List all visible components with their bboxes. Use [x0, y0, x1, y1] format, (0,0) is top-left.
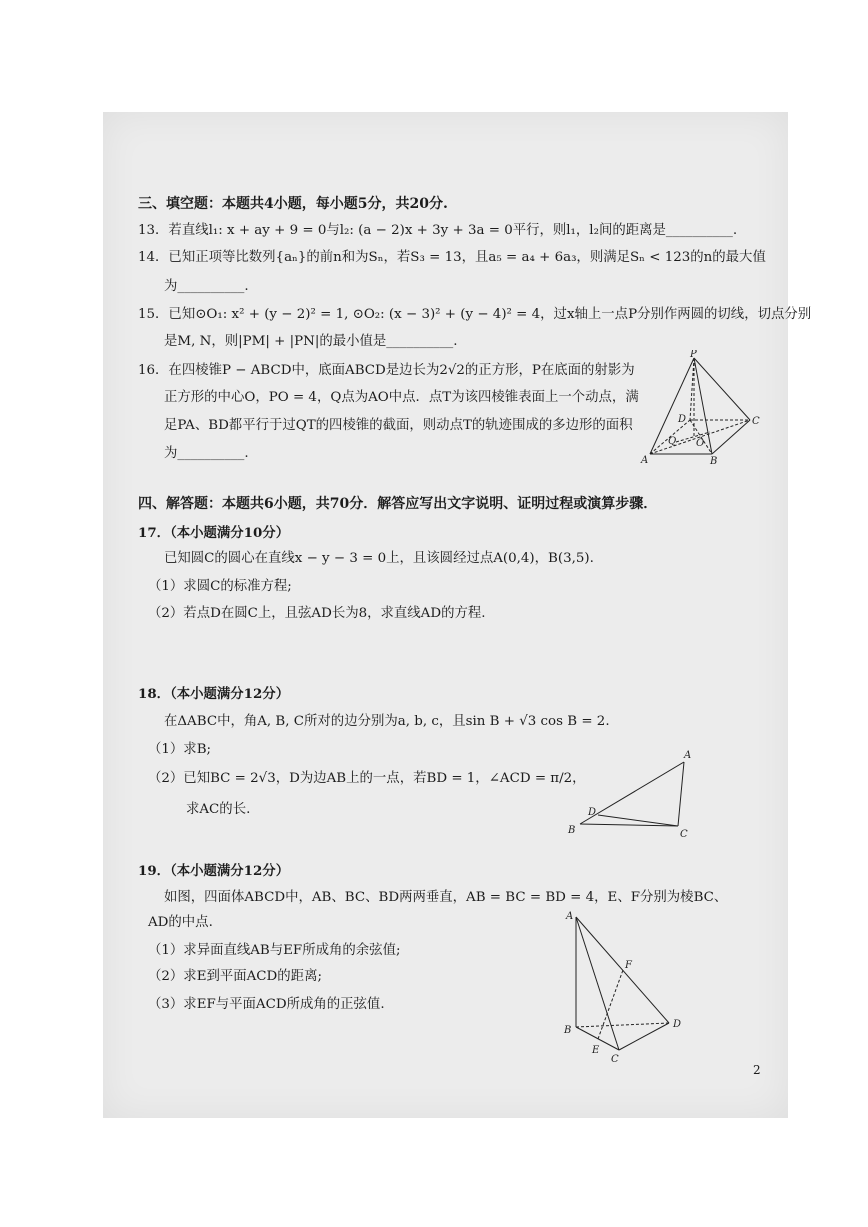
pyramid-label-p: P — [690, 350, 697, 360]
question-19-stem1: 如图，四面体ABCD中，AB、BC、BD两两垂直，AB = BC = BD = 4，E、F分别为棱BC、 — [164, 890, 728, 905]
triangle-label-b: B — [568, 825, 576, 836]
question-16-line2: 正方形的中心O，PO = 4，Q点为AO中点．点T为该四棱锥表面上一个动点，满 — [164, 390, 639, 405]
tetrahedron-figure — [556, 905, 691, 1065]
question-16-line4: 为__________. — [164, 446, 249, 461]
tetra-label-f: F — [625, 960, 632, 971]
section-3-header: 三、填空题：本题共4小题，每小题5分，共20分. — [138, 196, 448, 212]
section-4-header: 四、解答题：本题共6小题，共70分．解答应写出文字说明、证明过程或演算步骤． — [138, 496, 658, 512]
tetra-label-a: A — [566, 911, 574, 922]
question-18-part2: （2）已知BC = 2√3，D为边AB上的一点，若BD = 1，∠ACD = π/2， — [148, 771, 586, 786]
question-14-line1: 14．已知正项等比数列{aₙ}的前n和为Sₙ，若S₃ = 13，且a₅ = a₄ + 6a₃，则满足Sₙ < 123的n的最大值 — [138, 250, 766, 265]
page-number: 2 — [753, 1063, 761, 1077]
question-19-stem2: AD的中点. — [148, 915, 213, 930]
question-17-part1: （1）求圆C的标准方程; — [148, 579, 292, 594]
question-16-line3: 足PA、BD都平行于过QT的四棱锥的截面，则动点T的轨迹围成的多边形的面积 — [164, 418, 633, 433]
pyramid-label-d: D — [678, 414, 687, 425]
question-19-part3: （3）求EF与平面ACD所成角的正弦值. — [148, 997, 385, 1012]
pyramid-label-b: B — [710, 456, 718, 467]
question-17-title: 17．（本小题满分10分） — [138, 525, 290, 541]
question-14-line2: 为__________. — [164, 279, 249, 294]
question-19-title: 19．（本小题满分12分） — [138, 863, 290, 879]
question-13: 13．若直线l₁: x + ay + 9 = 0与l₂: (a − 2)x + 3y + 3a = 0平行，则l₁，l₂间的距离是__________. — [138, 223, 738, 238]
tetra-label-b: B — [564, 1025, 572, 1036]
question-16-line1: 16．在四棱锥P − ABCD中，底面ABCD是边长为2√2的正方形，P在底面的射影为 — [138, 363, 635, 378]
pyramid-label-o: O — [696, 438, 705, 449]
question-18-part1: （1）求B; — [148, 742, 212, 757]
tetra-label-d: D — [673, 1019, 682, 1030]
question-19-part2: （2）求E到平面ACD的距离; — [148, 969, 322, 984]
question-15-line1: 15．已知⊙O₁: x² + (y − 2)² = 1, ⊙O₂: (x − 3)² + (y − 4)² = 4，过x轴上一点P分别作两圆的切线，切点分别 — [138, 307, 812, 322]
tetra-label-e: E — [592, 1045, 600, 1056]
question-18-part2b: 求AC的长. — [186, 802, 251, 817]
pyramid-label-c: C — [752, 416, 760, 427]
pyramid-label-q: Q — [668, 436, 677, 447]
question-17-part2: （2）若点D在圆C上，且弦AD长为8，求直线AD的方程. — [148, 606, 486, 621]
triangle-label-c: C — [680, 829, 688, 840]
question-18-title: 18．（本小题满分12分） — [138, 686, 290, 702]
triangle-label-a: A — [684, 750, 692, 761]
pyramid-label-a: A — [641, 455, 649, 466]
tetra-label-c: C — [611, 1054, 619, 1065]
question-19-part1: （1）求异面直线AB与EF所成角的余弦值; — [148, 943, 401, 958]
pyramid-figure — [640, 350, 765, 468]
question-15-line2: 是M, N，则|PM| + |PN|的最小值是__________. — [164, 334, 458, 349]
triangle-label-d: D — [588, 807, 597, 818]
triangle-figure — [564, 745, 704, 841]
question-17-stem: 已知圆C的圆心在直线x − y − 3 = 0上，且该圆经过点A(0,4)，B(3,5). — [164, 551, 594, 566]
question-18-stem: 在ΔABC中，角A, B, C所对的边分别为a, b, c，且sin B + √3 cos B = 2. — [164, 714, 610, 729]
